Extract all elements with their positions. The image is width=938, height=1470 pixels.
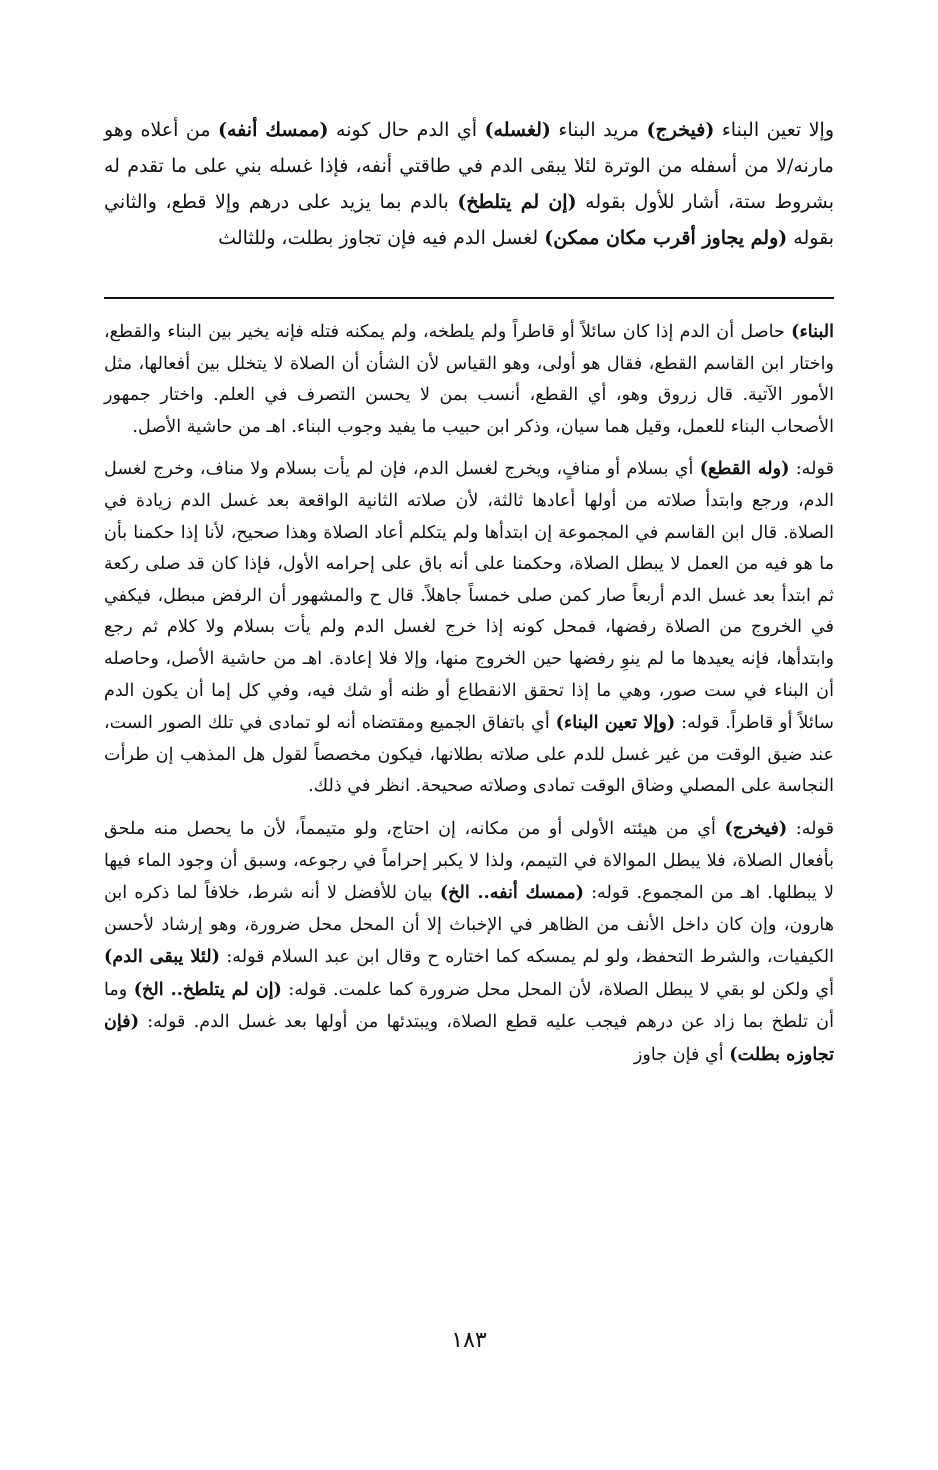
text-run: قوله:	[789, 459, 834, 480]
bold-term: البناء)	[791, 321, 834, 342]
text-run: بيان للأفضل لا أنه شرط، خلافاً لما ذكره ابن هارون، وإن كان داخل الأنف من الظاهر في الإخباث إلا أن المحل محل ضرورة، وهو إرشاد لأحسن الكيفيات، والشرط التحفظ، ولو لم يمسكه كما اختاره ح وقال ابن عبد السلام قوله:	[104, 883, 834, 968]
text-run: بالدم بما يزيد على درهم وإلا قطع، والثاني بقوله	[104, 191, 834, 249]
text-run: وما أن تلطخ بما زاد عن درهم فيجب عليه قطع الصلاة، ويبتدئها من أولها بعد غسل الدم. قوله:	[104, 979, 834, 1033]
footnote-paragraph	[104, 316, 834, 443]
text-run: وإلا تعين البناء	[714, 119, 834, 141]
bold-term: (إن لم يتلطخ.. الخ)	[133, 978, 282, 1000]
bold-term: (ممسك أنفه.. الخ)	[439, 882, 584, 904]
text-run: أي باتفاق الجميع ومقتضاه أنه لو تمادى في تلك الصور الست، عند ضيق الوقت من غير غسل للدم على صلاته بطلانها، فيكون مخصصاً لقول هل المذهب إن طرأت النجاسة على المصلي وضاق الوقت تمادى وصلاته صحيحة. انظر في ذلك.	[104, 713, 834, 797]
bold-term: (ولم يجاوز أقرب مكان ممكن)	[544, 227, 788, 249]
footnote-separator	[104, 297, 834, 299]
bold-term: (وإلا تعين البناء)	[555, 712, 676, 734]
bold-term: (فإن تجاوزه بطلت)	[104, 1011, 834, 1066]
bold-term: (لئلا يبقى الدم)	[104, 946, 220, 968]
bold-term: (فيخرج)	[724, 817, 788, 839]
text-run: قوله:	[787, 818, 834, 839]
bold-term: (ممسك أنفه)	[218, 119, 329, 141]
text-run: أي الدم حال كونه	[328, 119, 485, 141]
text-run: أي فإن جاوز	[633, 1045, 730, 1066]
footnote-paragraph	[104, 453, 834, 803]
text-run: حاصل أن الدم إذا كان سائلاً أو قاطراً ولم يلطخه، ولم يمكنه فتله فإنه يخير بين البناء والقطع، واختار ابن القاسم القطع، فقال هو أولى، وهو القياس لأن الشأن أن الصلاة لا يتخلل بين أفعالها، مثل الأمور الآتية. قال زروق وهو، أي القطع، أنسب بمن لا يحسن التصرف في العلم. واختار جمهور الأصحاب البناء للعمل، وقيل هما سيان، وذكر ابن حبيب ما يفيد وجوب البناء. اهـ من حاشية الأصل.	[104, 322, 834, 437]
page-number: ١٨٣	[451, 1328, 487, 1353]
bold-term: (وله القطع)	[699, 458, 790, 480]
footnotes	[104, 316, 834, 1082]
main-text	[104, 112, 834, 256]
text-run: مريد البناء	[550, 119, 647, 141]
bold-term: (فيخرج)	[646, 119, 715, 141]
footnote-paragraph	[104, 813, 834, 1072]
bold-term: (لغسله)	[484, 119, 551, 141]
text-run: أي ولكن لو بقي لا يبطل الصلاة، لأن المحل محل ضرورة كما علمت. قوله:	[281, 979, 835, 1000]
bold-term: (إن لم يتلطخ)	[457, 191, 577, 213]
text-run: أي من هيئته الأولى أو من مكانه، إن احتاج، ولو متيمماً، لأن ما يحصل منه ملحق بأفعال الصلاة، فلا يبطل الموالاة في التيمم، ولذا لا يكبر إحراماً في رجوعه، وسبق أن وجود الماء فيها لا يبطلها. اهـ من المجموع. قوله:	[104, 818, 834, 904]
text-run: من أعلاه وهو مارنه/لا من أسفله من الوترة لئلا يبقى الدم في طاقتي أنفه، فإذا غسله بني على ما تقدم له بشروط ستة، أشار للأول بقوله	[104, 119, 834, 213]
text-run: أي بسلام أو منافٍ، ويخرج لغسل الدم، فإن لم يأت بسلام ولا مناف، وخرج لغسل الدم، ورجع وابتدأ صلاته من أولها أعادها ثالثة، لأن صلاته الثانية الواقعة بعد غسل الدم زيادة في الصلاة. قال ابن القاسم في المجموعة إن ابتدأها ولم يتكلم أعاد الصلاة وهذا صحيح، لأنا إذا حكمنا بأن ما هو فيه من العمل لا يبطل الصلاة، وحكمنا على أنه باق على إحرامه الأول، فإذا كان قد صلى ركعة ثم ابتدأ بعد غسل الدم أربعاً صار كمن صلى خمساً جاهلاً. قال ح والمشهور أن الرفض مبطل، فيكفي في الخروج من الصلاة رفضها، فمحل كونه إذا خرج لغسل الدم ولم يأت بسلام ولا كلام ثم رجع وابتدأها، فإنه يعيدها ما لم ينوِ رفضها حين الخروج منها، وإلا فلا إعادة. اهـ من حاشية الأصل، وحاصله أن البناء في ست صور، وهي ما إذا تحقق الانقطاع أو ظنه أو شك فيه، وفي كل إما أن يكون الدم سائلاً أو قاطراً. قوله:	[104, 459, 835, 734]
text-run: لغسل الدم فيه فإن تجاوز بطلت، وللثالث	[218, 227, 545, 249]
